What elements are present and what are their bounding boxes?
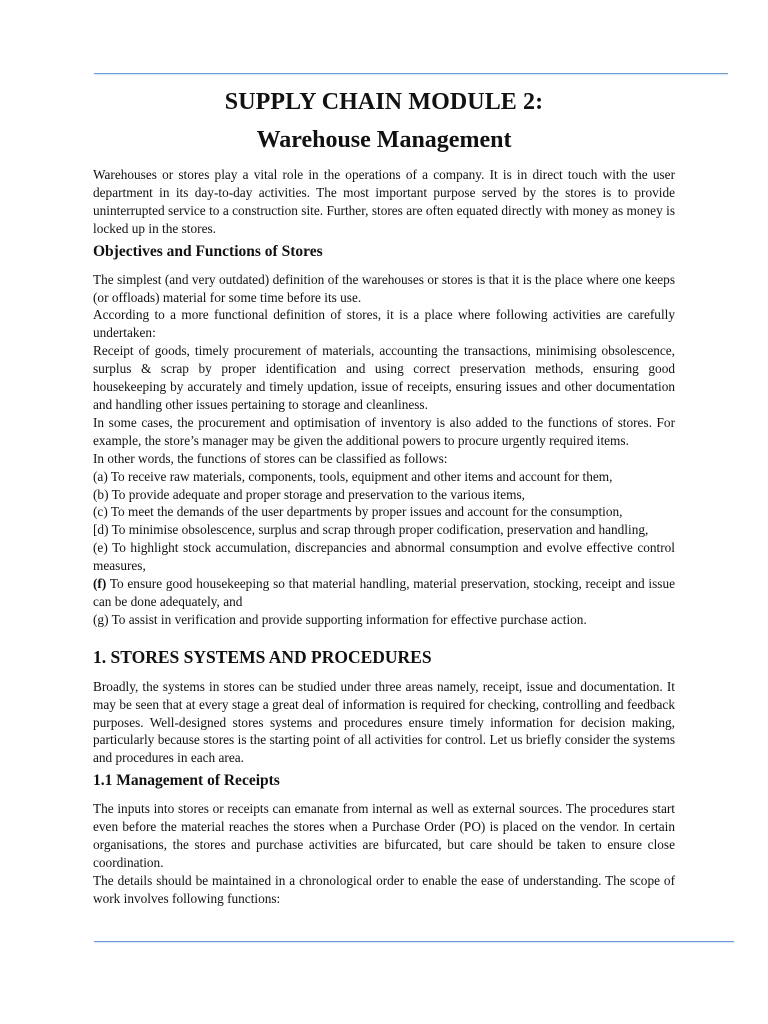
function-marker: (e)	[93, 540, 108, 556]
function-text: To ensure good housekeeping so that material handling, material preservation, stocking, receipt and issue can be done adequately, and	[93, 576, 675, 609]
section-1-1-heading: 1.1 Management of Receipts	[93, 772, 280, 790]
section-1-heading: 1. STORES SYSTEMS AND PROCEDURES	[93, 646, 432, 667]
function-text: To receive raw materials, components, tools, equipment and other items and account for them,	[110, 468, 613, 484]
function-item-b	[93, 486, 675, 504]
section-1-1-paragraph-2: The details should be maintained in a chronological order to enable the ease of understanding. The scope of work involves following functions:	[93, 872, 675, 906]
objectives-paragraph-3: Receipt of goods, timely procurement of materials, accounting the transactions, minimising obsolescence, surplus & scrap by proper identification and using correct preservation methods, ensuring good housekeeping by accurately and timely updation, issue of receipts, ensuring issues and other documentation and handling other issues pertaining to storage and cleanliness.	[93, 343, 675, 412]
objectives-paragraph-4: In some cases, the procurement and optimisation of inventory is also added to the functions of stores. For example, the store’s manager may be given the additional powers to procure urgently required items.	[93, 414, 675, 448]
section-1-paragraph: Broadly, the systems in stores can be studied under three areas namely, receipt, issue and documentation. It may be seen that at every stage a great deal of information is required for checking, controlling and feedback purposes. Well-designed stores systems and procedures ensure timely information for decision making, particularly because stores is the starting point of all activities for control. Let us briefly consider the systems and procedures in each area.	[93, 678, 675, 766]
function-marker: (g)	[93, 611, 109, 627]
function-marker: (c)	[93, 504, 108, 520]
function-item-f	[93, 575, 675, 611]
document-subtitle: Warehouse Management	[256, 127, 512, 153]
header-rule	[94, 73, 728, 74]
document-title: SUPPLY CHAIN MODULE 2:	[224, 89, 544, 115]
function-item-a	[93, 468, 675, 486]
function-marker: (a)	[93, 468, 108, 484]
function-marker: (f)	[93, 576, 107, 592]
objectives-paragraph-1: The simplest (and very outdated) definition of the warehouses or stores is that it is the place where one keeps (or offloads) material for some time before its use.	[93, 271, 675, 305]
function-text: To meet the demands of the user departments by proper issues and account for the consumption,	[110, 504, 623, 520]
page-content	[93, 86, 675, 908]
function-marker: [d)	[93, 522, 109, 538]
function-text: To assist in verification and provide supporting information for effective purchase action.	[111, 611, 587, 627]
function-text: To highlight stock accumulation, discrepancies and abnormal consumption and evolve effective control measures,	[93, 540, 675, 574]
footer-rule	[94, 941, 734, 942]
intro-paragraph: Warehouses or stores play a vital role in the operations of a company. It is in direct touch with the user department in its day-to-day activities. The most important purpose served by the stores is to provide uninterrupted service to a construction site. Further, stores are often equated directly with money as money is locked up in the stores.	[93, 167, 675, 236]
function-item-c	[93, 503, 675, 521]
function-text: To provide adequate and proper storage and preservation to the various items,	[111, 486, 525, 502]
objectives-paragraph-2: According to a more functional definition of stores, it is a place where following activities are carefully undertaken:	[93, 307, 675, 341]
section-1-1-paragraph-1: The inputs into stores or receipts can emanate from internal as well as external sources. The procedures start even before the material reaches the stores when a Purchase Order (PO) is placed on the vendor. In certain organisations, the stores and purchase activities are bifurcated, but care should be taken to ensure close coordination.	[93, 801, 675, 870]
function-item-d	[93, 521, 675, 539]
objectives-paragraph-5: In other words, the functions of stores can be classified as follows:	[93, 450, 448, 466]
function-marker: (b)	[93, 486, 109, 502]
function-text: To minimise obsolescence, surplus and scrap through proper codification, preservation and handling,	[111, 522, 649, 538]
function-item-g	[93, 611, 675, 629]
objectives-heading: Objectives and Functions of Stores	[93, 242, 323, 260]
function-item-e	[93, 539, 675, 575]
